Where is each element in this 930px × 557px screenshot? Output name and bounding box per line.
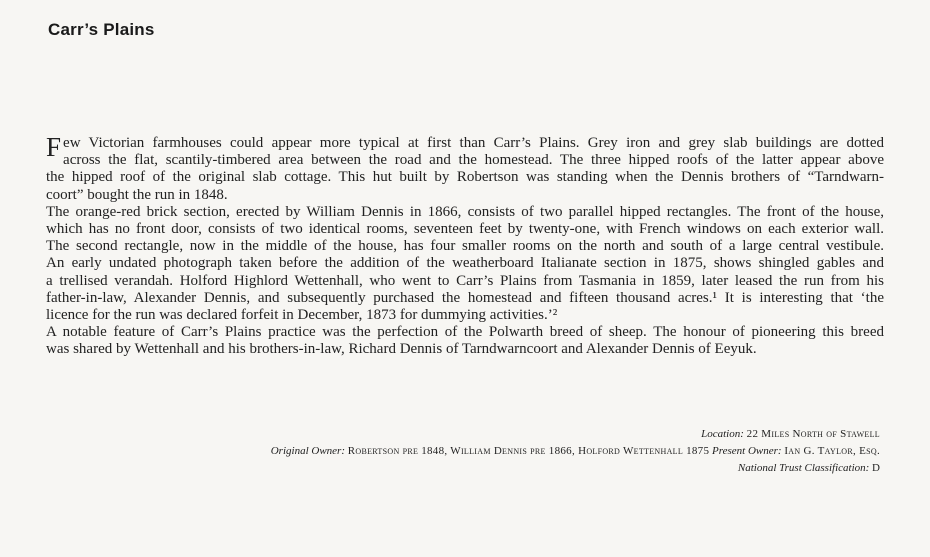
drop-cap: F [46, 132, 62, 162]
location-line [271, 426, 880, 443]
text-line: ew Victorian farmhouses could appear more typical at first than Carr’s Plains. Grey iron and grey slab buildings are dotted [63, 135, 884, 151]
location-value: 22 Miles North of Stawell [746, 428, 880, 440]
text-line: licence for the run was declared forfeit in December, 1873 for dummying activities.’² [46, 307, 558, 324]
text-line: The orange-red brick section, erected by William Dennis in 1866, consists of two parallel hipped rectangles. The front of the house, [46, 203, 884, 220]
text-line: across the flat, scantily-timbered area between the road and the homestead. The three hipped roofs of the latter appear above [63, 152, 884, 169]
classification-value: D [872, 462, 880, 474]
page-title: Carr’s Plains [48, 20, 155, 39]
original-owner-label: Original Owner: [270, 445, 345, 457]
text-line: the hipped roof of the original slab cottage. This hut built by Robertson was standing when the Dennis brothers of “Tarndwarn- [46, 169, 884, 186]
present-owner-label: Present Owner: [712, 445, 782, 457]
text-line: father-in-law, Alexander Dennis, and subsequently purchased the homestead and fifteen thousand acres.¹ It is interesting that ‘the [46, 289, 884, 306]
classification-line [271, 460, 880, 477]
owners-line [271, 443, 880, 460]
location-label: Location: [701, 428, 744, 440]
paragraph-3 [46, 324, 884, 358]
classification-label: National Trust Classification: [737, 462, 870, 474]
text-line: a trellised verandah. Holford Highlord Wettenhall, who went to Carr’s Plains from Tasmania in 1859, later leased the run from his [46, 272, 884, 289]
present-owner-value: Ian G. Taylor, Esq. [784, 445, 880, 457]
property-notes [271, 426, 880, 477]
text-line: was shared by Wettenhall and his brothers-in-law, Richard Dennis of Tarndwarncoort and Alexander Dennis of Eeyuk. [46, 341, 757, 358]
original-owner-value: Robertson pre 1848, William Dennis pre 1866, Holford Wettenhall 1875 [347, 445, 710, 457]
article-body [46, 132, 884, 359]
text-line: The second rectangle, now in the middle of the house, has four smaller rooms on the north and south of a large central vestibule. [46, 238, 884, 255]
paragraph-1 [46, 132, 884, 204]
text-line: An early undated photograph taken before the addition of the weatherboard Italianate section in 1875, shows shingled gables and [46, 255, 884, 272]
text-line: coort” bought the run in 1848. [46, 186, 228, 203]
paragraph-2 [46, 204, 884, 324]
text-line: A notable feature of Carr’s Plains practice was the perfection of the Polwarth breed of sheep. The honour of pioneering this breed [46, 324, 884, 341]
text-line: which has no front door, consists of two identical rooms, seventeen feet by twenty-one, with French windows on each exterior wall. [46, 221, 884, 238]
